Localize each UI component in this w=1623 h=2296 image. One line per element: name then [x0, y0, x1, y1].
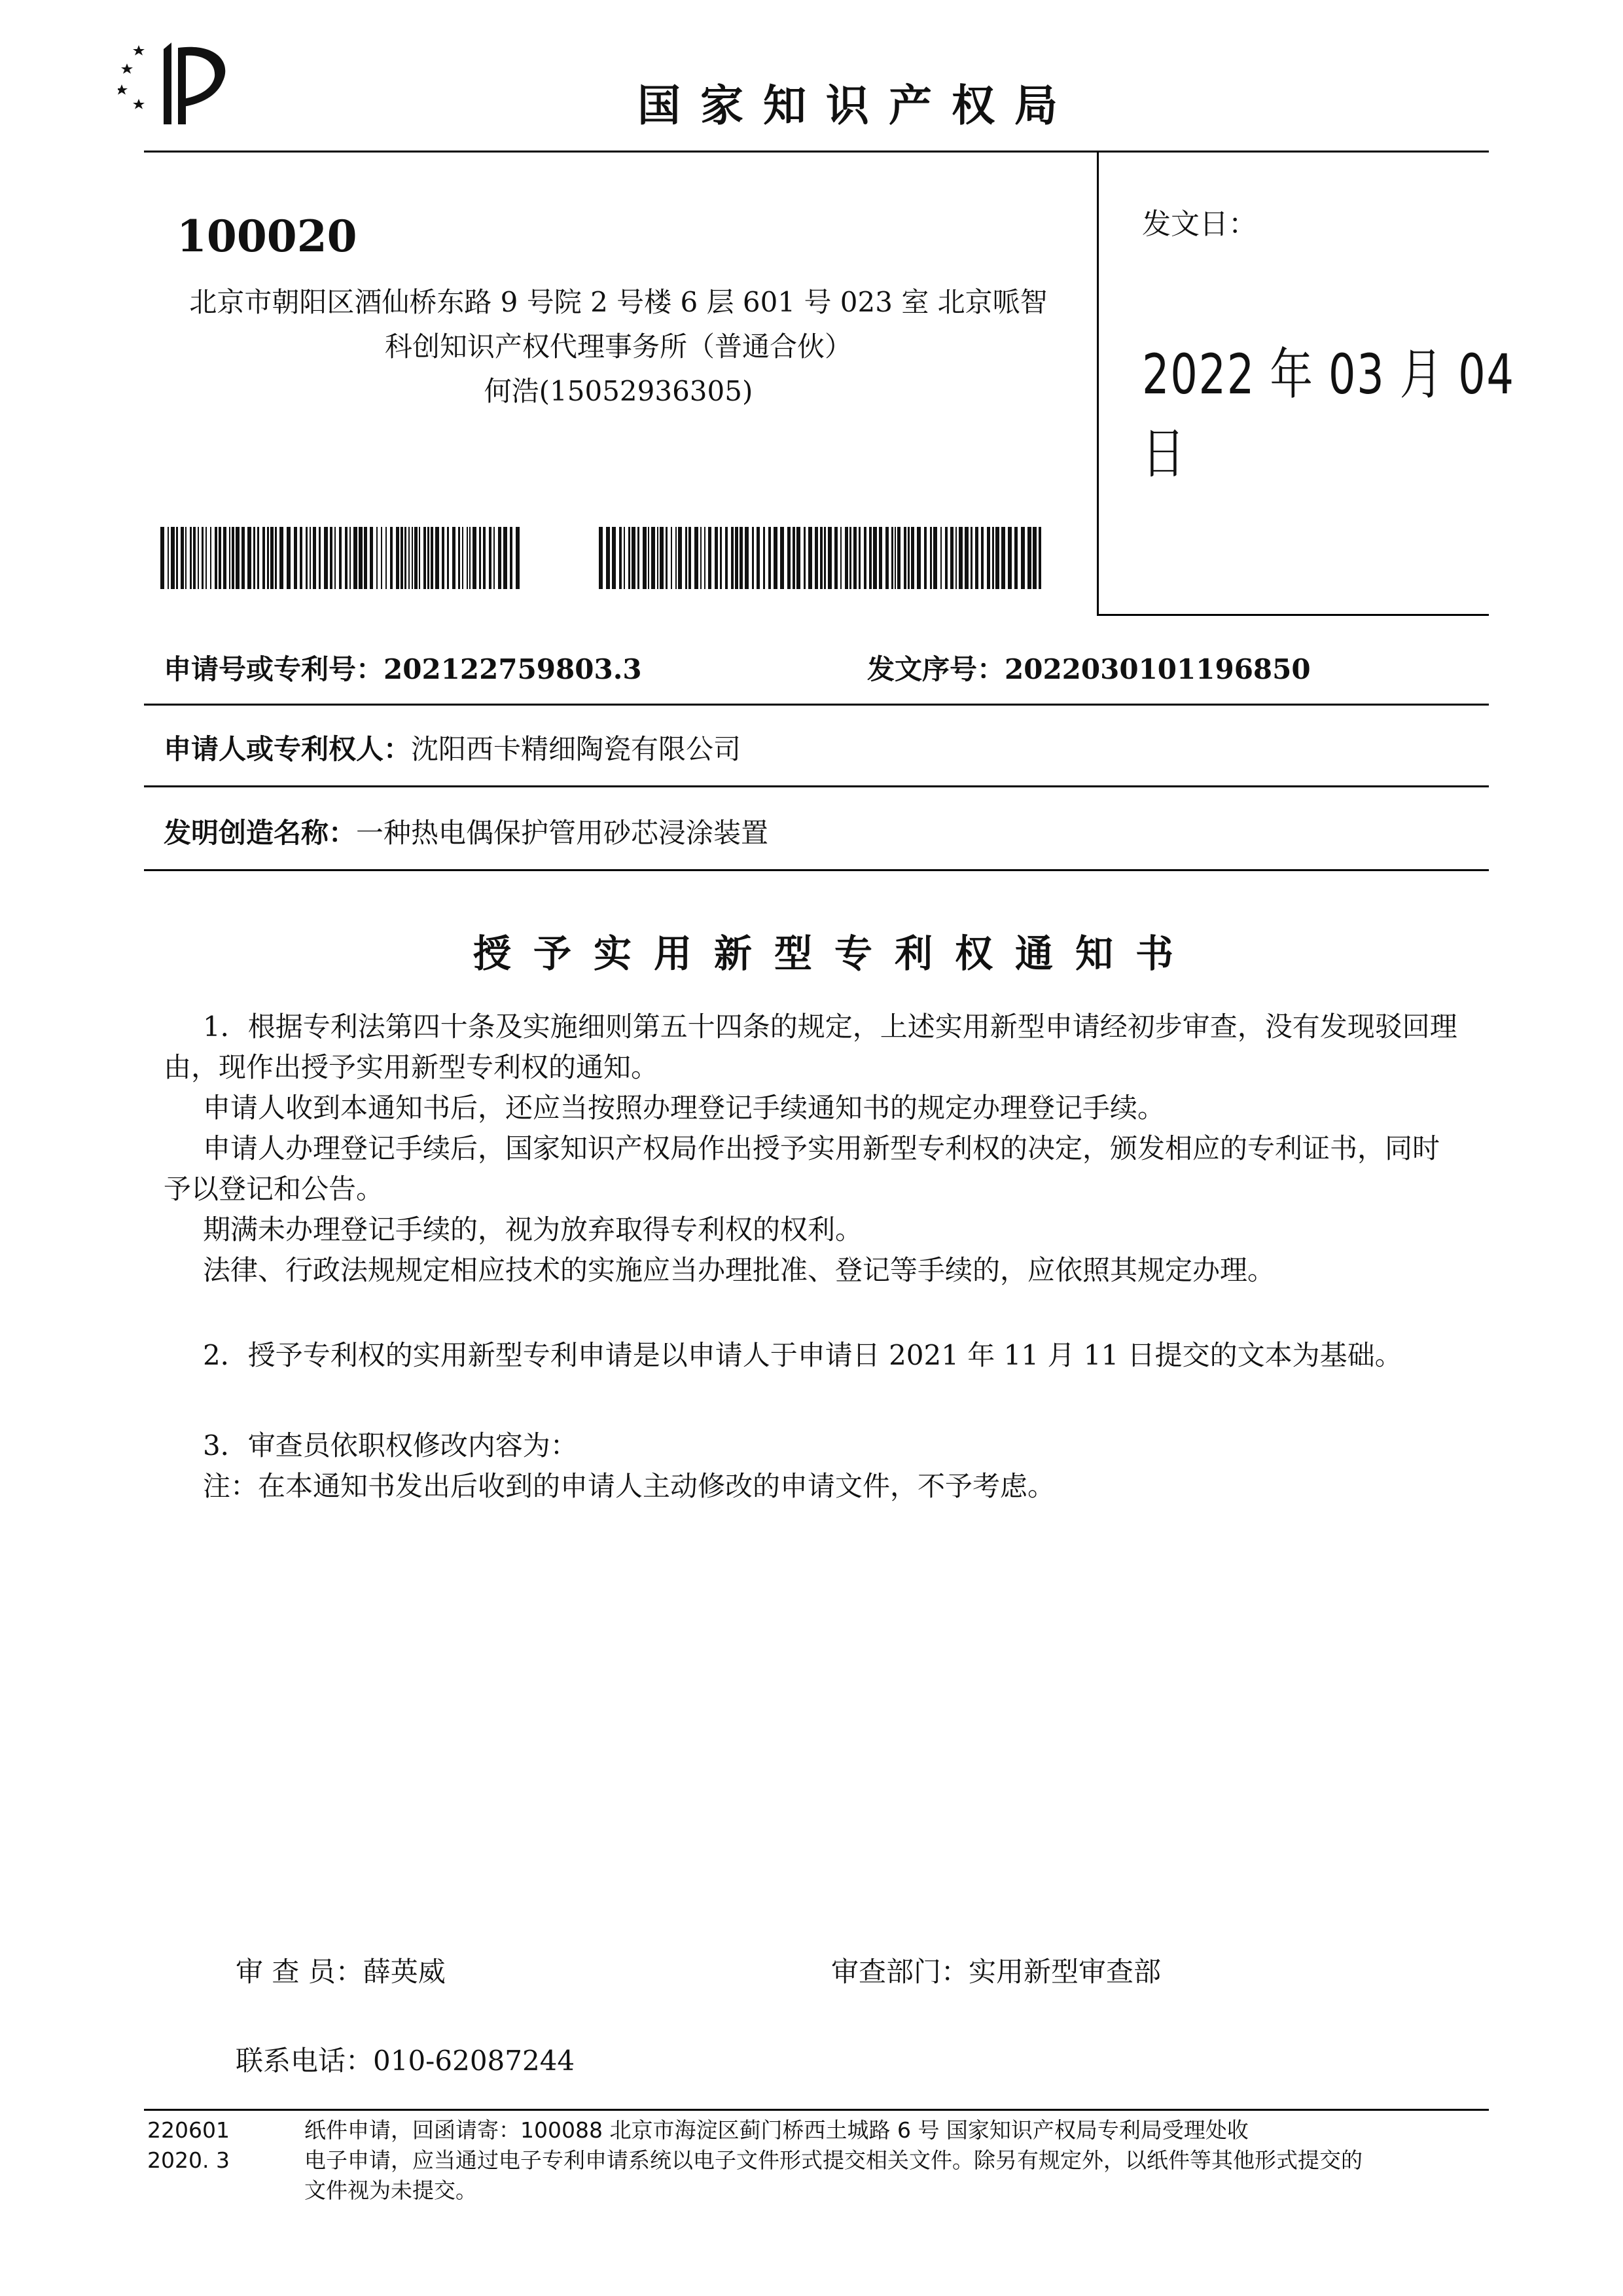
address-line-1: 北京市朝阳区酒仙桥东路 9 号院 2 号楼 6 层 601 号 023 室 北京哌智 — [189, 286, 1048, 318]
office-name: 国家知识产权局 — [637, 81, 1077, 131]
notice-title: 授予实用新型专利权通知书 — [473, 931, 1196, 976]
application-number-field — [164, 648, 642, 687]
footer-line-3: 文件视为未提交。 — [304, 2178, 477, 2203]
clause-1-para-5: 法律、行政法规规定相应技术的实施应当办理批准、登记等手续的，应依照其规定办理。 — [203, 1254, 1275, 1286]
applicant-value: 沈阳西卡精细陶瓷有限公司 — [411, 733, 741, 765]
invention-title-value: 一种热电偶保护管用砂芯浸涂装置 — [356, 817, 769, 849]
contact-person: 何浩(15052936305) — [484, 375, 753, 407]
examiner — [236, 1952, 446, 1992]
dispatch-date-value: 2022 年 03 月 04 日 — [1142, 342, 1515, 486]
clause-1-para-3-line-1: 申请人办理登记手续后，国家知识产权局作出授予实用新型专利权的决定，颁发相应的专利证书，同时 — [203, 1132, 1440, 1164]
date-box-bottom — [1097, 614, 1489, 616]
address-line-2: 科创知识产权代理事务所（普通合伙） — [384, 331, 852, 363]
dispatch-date-label: 发文日： — [1142, 207, 1257, 241]
barcode-left — [160, 527, 520, 589]
clause-2: 2．授予专利权的实用新型专利申请是以申请人于申请日 2021 年 11 月 11 日提交的文本为基础。 — [203, 1339, 1402, 1371]
application-number-value: 202122759803.3 — [383, 653, 642, 685]
phone-label: 联系电话： — [236, 2045, 374, 2077]
invention-title-label: 发明创造名称： — [164, 817, 357, 849]
field-rule-3 — [144, 869, 1489, 871]
clause-note: 注：在本通知书发出后收到的申请人主动修改的申请文件，不予考虑。 — [203, 1470, 1056, 1502]
department-name: 实用新型审查部 — [969, 1956, 1162, 1988]
application-number-label: 申请号或专利号： — [164, 653, 384, 685]
serial-number-value: 2022030101196850 — [1005, 653, 1311, 685]
footer-line-1: 纸件申请，回函请寄：100088 北京市海淀区蓟门桥西土城路 6 号 国家知识产权局专利局受理处收 — [304, 2117, 1249, 2143]
clause-1-line-2: 由，现作出授予实用新型专利权的通知。 — [164, 1051, 659, 1083]
department-label: 审查部门： — [831, 1956, 969, 1988]
clause-3: 3．审查员依职权修改内容为： — [203, 1429, 578, 1462]
postcode: 100020 — [177, 211, 357, 262]
clause-1-para-3-line-2: 予以登记和公告。 — [164, 1173, 384, 1205]
clause-1-line-1: 1．根据专利法第四十条及实施细则第五十四条的规定，上述实用新型申请经初步审查，没有发现驳回理 — [203, 1011, 1457, 1043]
examiner-label: 审 查 员： — [236, 1956, 363, 1988]
field-rule-2 — [144, 785, 1489, 787]
form-version: 2020. 3 — [147, 2147, 230, 2173]
serial-number-field — [867, 648, 1311, 687]
date-box-divider — [1097, 151, 1099, 615]
top-rule — [144, 151, 1489, 152]
serial-number-label: 发文序号： — [867, 653, 1005, 685]
examiner-name: 薛英威 — [363, 1956, 446, 1988]
clause-1-para-4: 期满未办理登记手续的，视为放弃取得专利权的权利。 — [203, 1213, 863, 1246]
clause-1-para-2: 申请人收到本通知书后，还应当按照办理登记手续通知书的规定办理登记手续。 — [203, 1092, 1166, 1124]
footer-line-2: 电子申请，应当通过电子专利申请系统以电子文件形式提交相关文件。除另有规定外，以纸件等其他形式提交的 — [304, 2147, 1363, 2173]
applicant-field — [164, 728, 741, 767]
footer-rule — [144, 2109, 1489, 2111]
phone-number: 010-62087244 — [373, 2045, 575, 2077]
invention-title-field — [164, 812, 768, 851]
form-code: 220601 — [147, 2117, 230, 2143]
contact-phone — [236, 2041, 575, 2081]
applicant-label: 申请人或专利权人： — [164, 733, 412, 765]
barcode-right — [599, 527, 1044, 589]
field-rule-1 — [144, 704, 1489, 706]
department — [831, 1952, 1161, 1992]
